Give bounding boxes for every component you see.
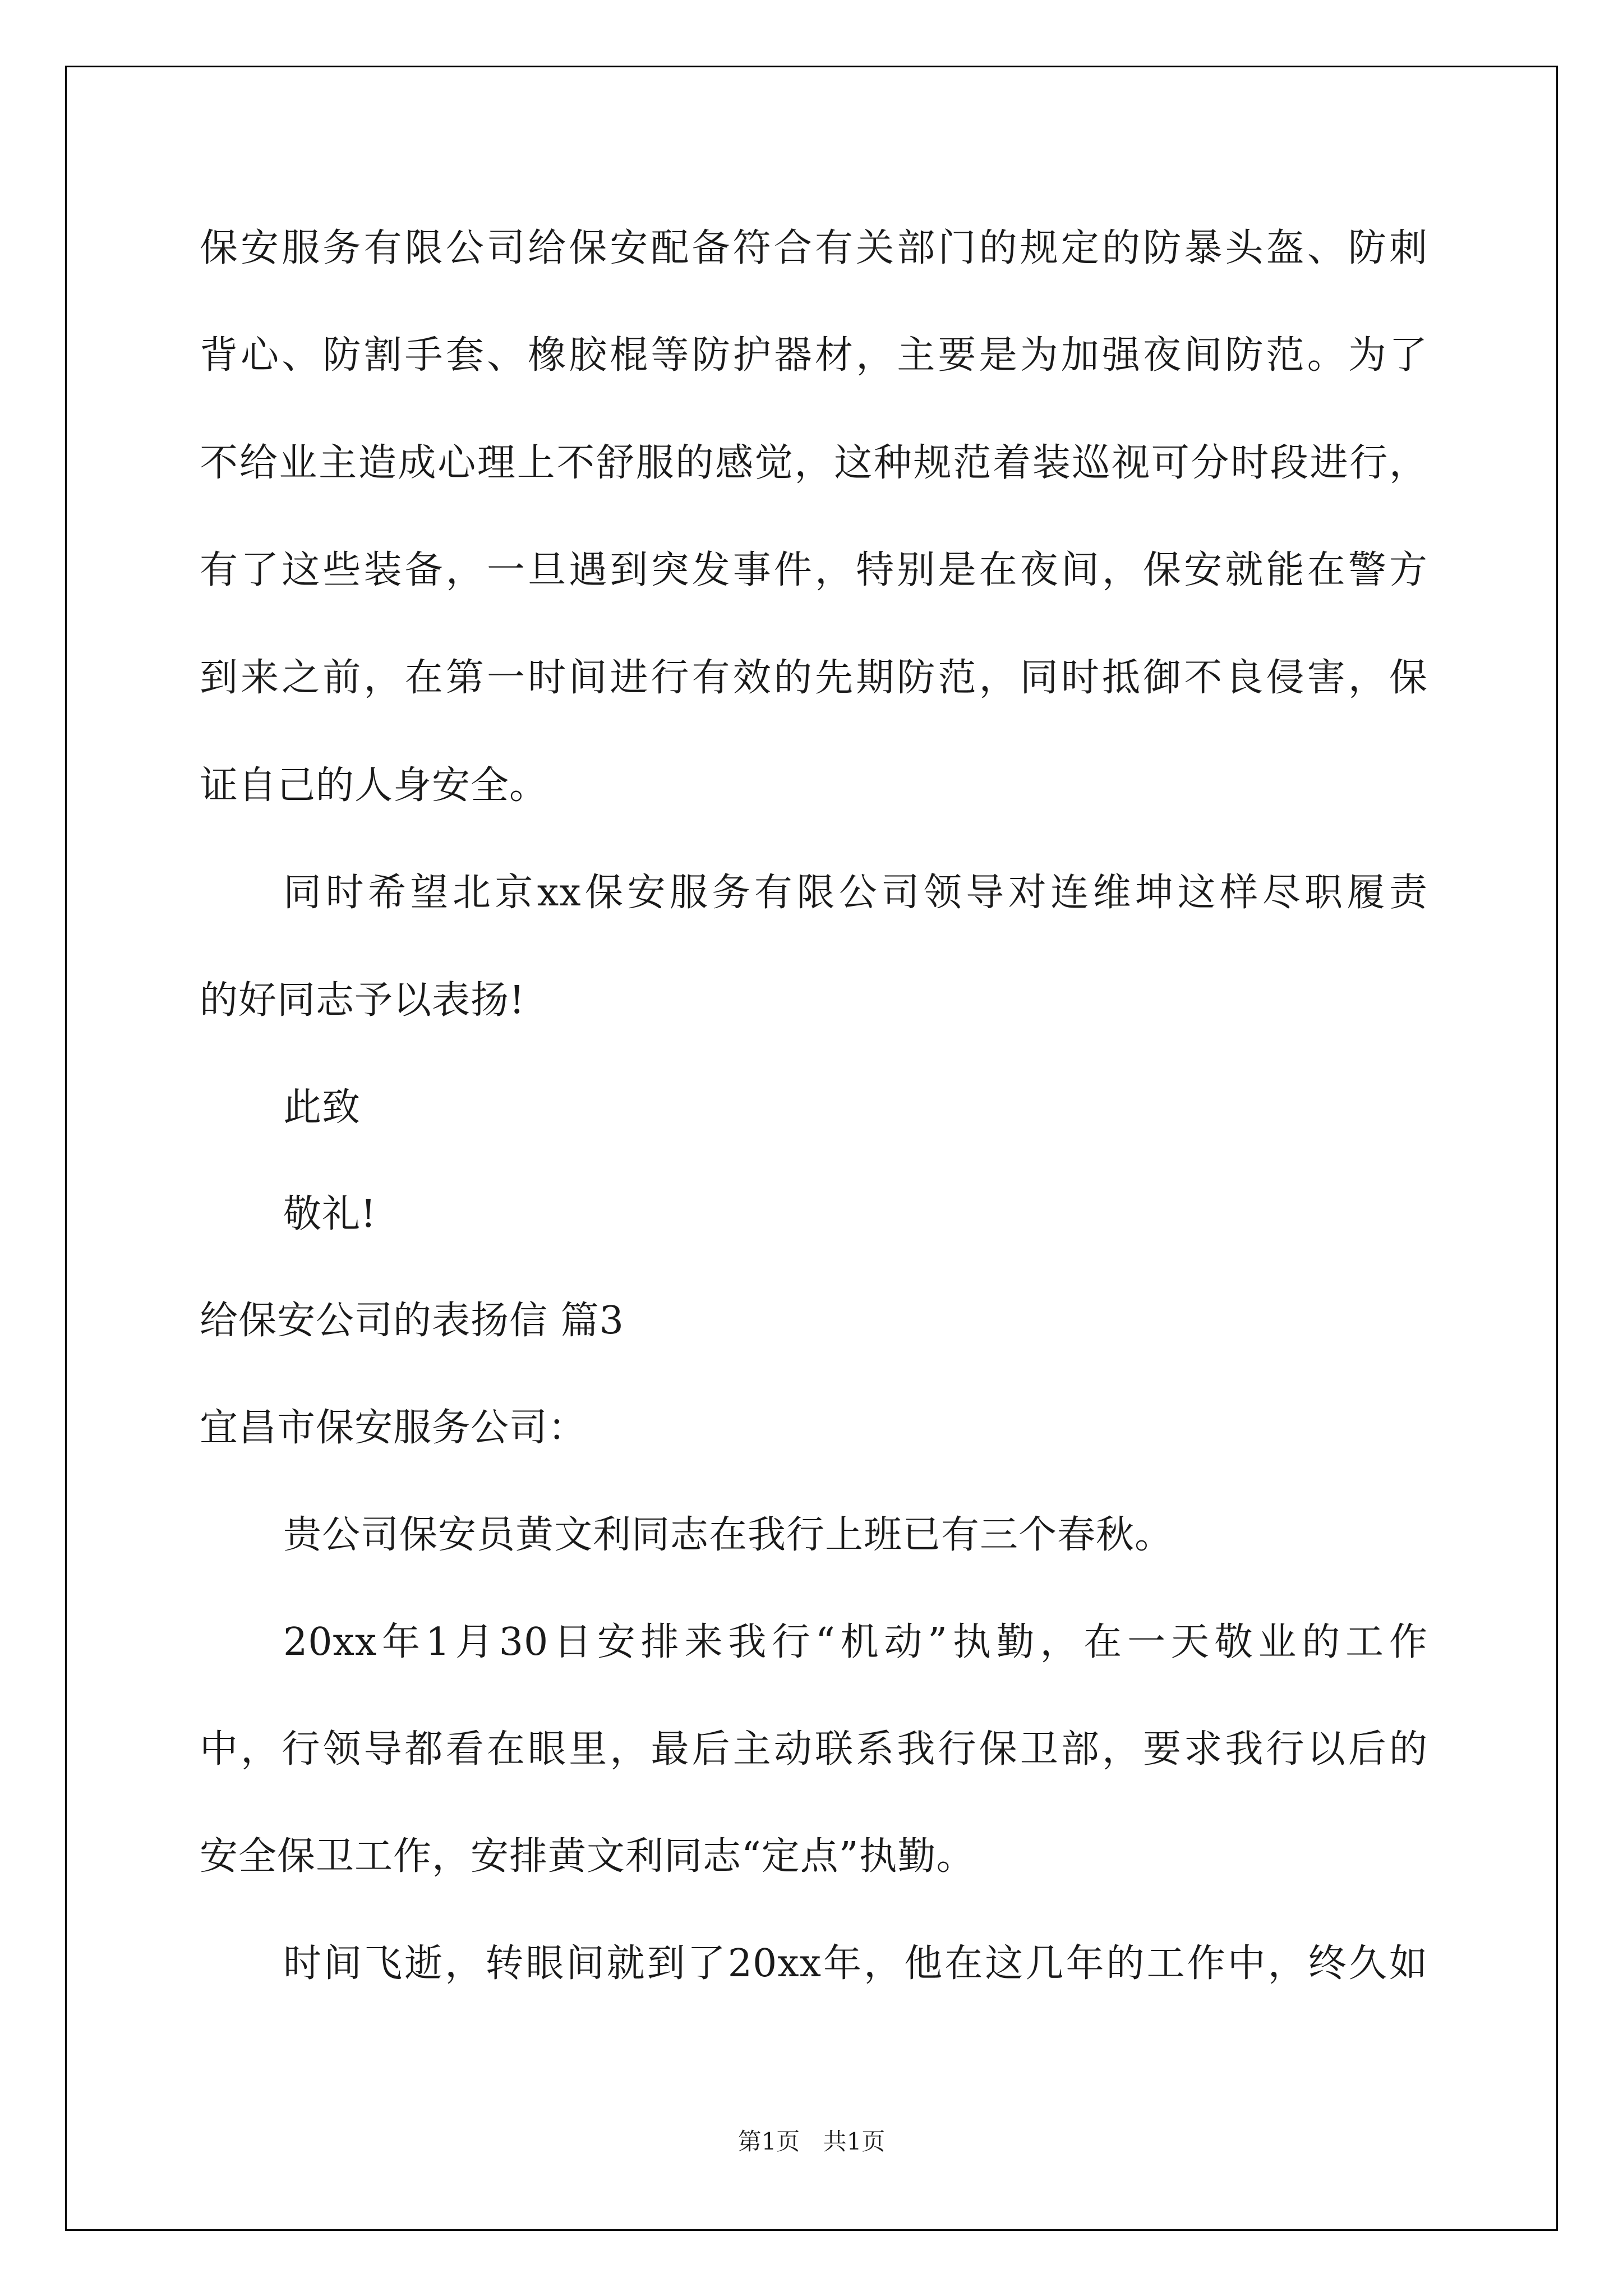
page-border	[65, 66, 1558, 2231]
closing-salutation: 此致	[283, 1085, 361, 1130]
paragraph-line: 背心、防割手套、橡胶棍等防护器材，主要是为加强夜间防范。为了	[200, 333, 1428, 378]
paragraph-line: 20xx年1月30日安排来我行“机动”执勤，在一天敬业的工作	[283, 1620, 1428, 1664]
section-heading: 给保安公司的表扬信 篇3	[200, 1299, 624, 1343]
page-number-total: 共1页	[823, 2128, 886, 2155]
paragraph-line: 到来之前，在第一时间进行有效的先期防范，同时抵御不良侵害，保	[200, 656, 1428, 700]
page-footer	[0, 2125, 1623, 2159]
paragraph-line: 保安服务有限公司给保安配备符合有关部门的规定的防暴头盔、防刺	[200, 226, 1428, 270]
closing-regards: 敬礼!	[283, 1192, 377, 1236]
paragraph-line: 的好同志予以表扬!	[200, 978, 525, 1023]
paragraph-line: 证自己的人身安全。	[200, 763, 548, 808]
paragraph-line: 贵公司保安员黄文利同志在我行上班已有三个春秋。	[283, 1513, 1174, 1557]
paragraph-line: 安全保卫工作，安排黄文利同志“定点”执勤。	[200, 1834, 975, 1879]
paragraph-line: 不给业主造成心理上不舒服的感觉，这种规范着装巡视可分时段进行，	[200, 441, 1428, 485]
letter-addressee: 宜昌市保安服务公司：	[200, 1406, 587, 1450]
paragraph-line: 同时希望北京xx保安服务有限公司领导对连维坤这样尽职履责	[283, 871, 1428, 915]
paragraph-line: 中，行领导都看在眼里，最后主动联系我行保卫部，要求我行以后的	[200, 1727, 1428, 1772]
page-number-current: 第1页	[737, 2128, 800, 2155]
paragraph-line: 有了这些装备，一旦遇到突发事件，特别是在夜间，保安就能在警方	[200, 548, 1428, 592]
paragraph-line: 时间飞逝，转眼间就到了20xx年，他在这几年的工作中，终久如	[283, 1941, 1428, 1986]
